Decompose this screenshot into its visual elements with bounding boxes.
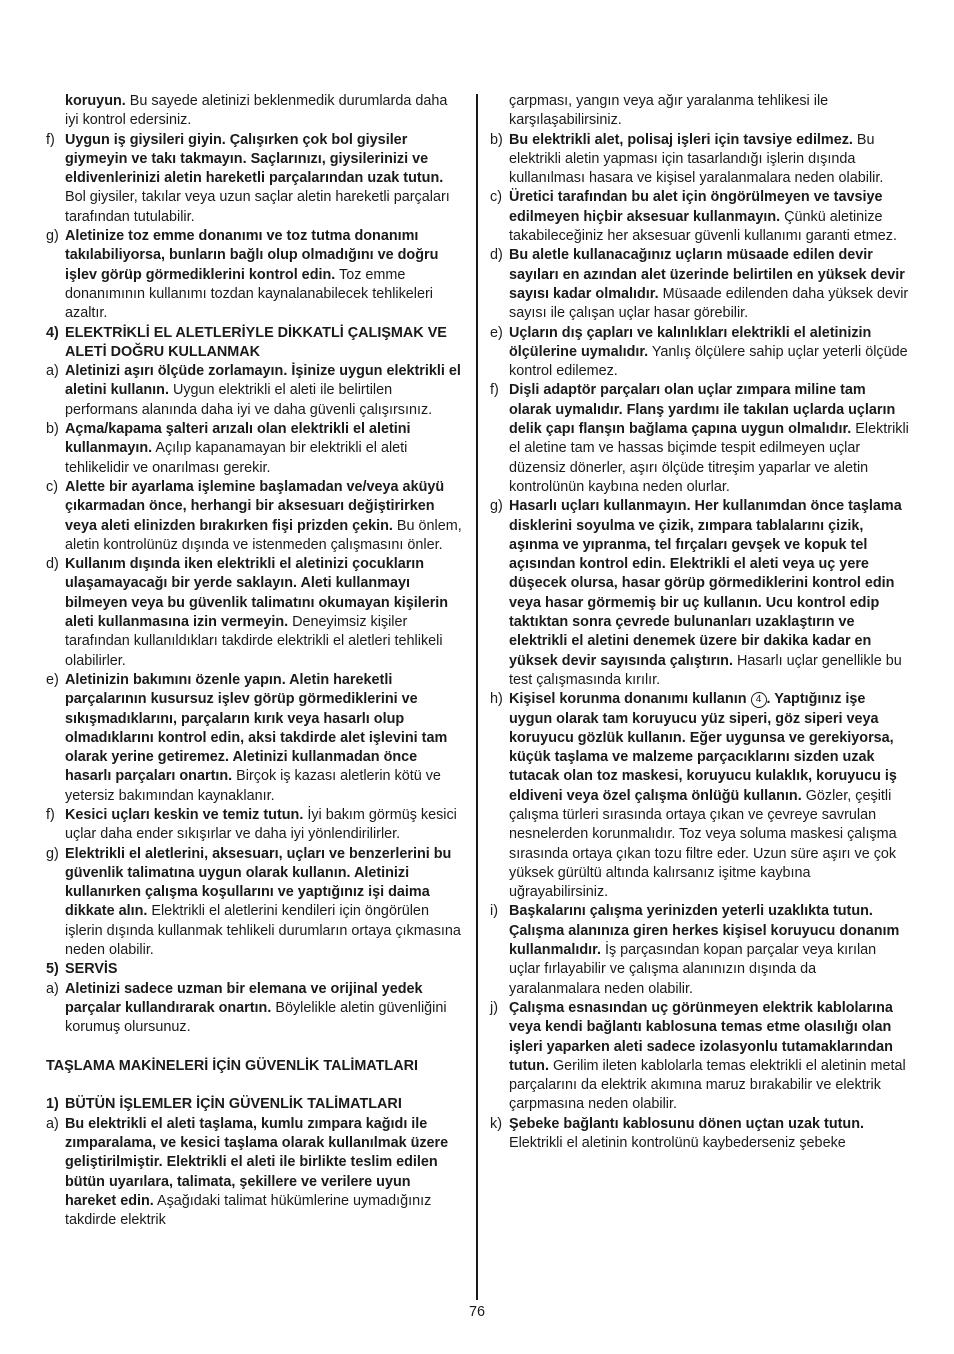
list-item: g) Aletinize toz emme donanımı ve toz tutma donanımı takılabiliyorsa, bunların bağlı olup olmadığını ve doğru işlev görüp görmediklerini kontrol edin. Toz emme donanımının kullanımı tozdan kaynalanabilecek tehlikeleri azaltır.	[46, 228, 439, 322]
list-item: j) Çalışma esnasından uç görünmeyen elektrik kablolarına veya kendi bağlantı kablosuna temas etme olasılığı olan işleri yaparken aleti sadece izolasyonlu tutamaklarından tutun. Gerilim ileten kablolarla temas elektrikli el aletinin metal parçalarını da elektrik akımına maruz bırakabilir ve elektrik çarpmasına neden olabilir.	[490, 999, 906, 1113]
list-item: d) Kullanım dışında iken elektrikli el aletinizi çocukların ulaşamayacağı bir yerde saklayın. Aleti kullanmayı bilmeyen veya bu güvenlik talimatını okumayan kişilerin aleti kullanmasına izin vermeyin. Deneyimsiz kişiler tarafından kullanıldıkları takdirde elektrikli el aletleri tehlikeli olabilirler.	[46, 556, 449, 669]
list-item: h) Kişisel korunma donanımı kullanın 4 . Yaptığınız işe uygun olarak tam koruyucu yüz siperi, göz siperi veya koruyucu gözlük kullanın. Eğer uygunsa ve gerekiyorsa, küçük taşlama ve malzeme parçacıklarını sizden uzak tutacak olan toz maskesi, koruyucu kulaklık, koruyucu iş eldiveni veya özel çalışma önlüğü kullanın. Gözler, çeşitli çalışma türleri sırasında ortaya çıkan ve çevreye savrulan nesnelerden korunmalıdır. Toz veya soluma maskesi çalışma sırasında ortaya çıkan tozu filtre eder. Uzun süre aşırı ve çok yüksek gürültü altında kalırsanız işitme kaybına uğrayabilirsiniz.	[490, 691, 897, 901]
continued-paragraph: çarpması, yangın veya ağır yaralanma tehlikesi ile karşılaşabilirsiniz.	[509, 93, 829, 129]
list-item: f) Uygun iş giysileri giyin. Çalışırken çok bol giysiler giymeyin ve takı takmayın. Saçlarınızı, giysilerinizi ve eldivenlerinizi aletin hareketli parçalarından uzak tutun. Bol giysiler, takılar veya uzun saçlar aletin hareketli parçaları tarafından tutulabilir.	[46, 131, 450, 225]
list-item: b) Açma/kapama şalteri arızalı olan elektrikli el aletini kullanmayın. Açılıp kapanamayan bir elektrikli el aleti tehlikelidir ve onarılması gerekir.	[46, 421, 411, 476]
list-item: a) Aletinizi sadece uzman bir elemana ve orijinal yedek parçalar kullandırarak onartın. Böylelikle aletin güvenliğini korumuş olursunuz.	[46, 980, 447, 1036]
figure-ref-icon: 4	[751, 692, 767, 708]
list-item: c) Alette bir ayarlama işlemine başlamadan ve/veya aküyü çıkarmadan önce, herhangi bir aksesuarı değiştirirken veya aleti elinizden bırakırken fişi prizden çekin. Bu önlem, aletin kontrolünüz dışında ve istenmeden çalışmasını önler.	[46, 478, 462, 553]
left-column	[46, 92, 464, 1231]
list-item: d) Bu aletle kullanacağınız uçların müsaade edilen devir sayıları en azından alet üzerinde belirtilen en yüksek devir sayısı kadar olmalıdır. Müsaade edilenden daha yüksek devir sayısı ile çalışan uçlar hasar görebilir.	[490, 247, 909, 322]
list-item: g) Hasarlı uçları kullanmayın. Her kullanımdan önce taşlama disklerini soyulma ve çizik, zımpara tablalarını çizik, aşınma ve yıpranma, tel fırçaları gevşek ve kopuk tel açısından kontrol edin. Elektrikli el aleti veya uç yere düşecek olursa, hasar görüp görmediklerini kontrol edin veya hasar görmemiş bir uç kullanın. Ucu kontrol edip taktıktan sonra çevrede bulunanları uzaklaştırın ve elektrikli el aletini denemek üzere bir dakika kadar en yüksek devir sayısında çalıştırın. Hasarlı uçlar genellikle bu test çalışmasında kırılır.	[490, 498, 902, 688]
list-item: b) Bu elektrikli alet, polisaj işleri için tavsiye edilmez. Bu elektrikli aletin yapması için tasarlandığı işlerin dışında kullanılması hasara ve kişisel yaralanmalara neden olabilir.	[490, 131, 884, 187]
section-heading-1: 1) BÜTÜN İŞLEMLER İÇİN GÜVENLİK TALİMATLARI	[46, 1096, 402, 1113]
list-item: i) Başkalarını çalışma yerinizden yeterli uzaklıkta tutun. Çalışma alanınıza giren herkes kişisel koruyucu donanım kullanmalıdır. İş parçasından kopan parçalar veya kırılan uçlar fırlayabilir ve çalışma alanınızın dışında da yaralanmalara neden olabilir.	[490, 903, 900, 997]
right-column	[490, 92, 911, 1153]
list-item: e) Aletinizin bakımını özenle yapın. Aletin hareketli parçalarının kusursuz işlev görüp görmediklerini ve sıkışmadıklarını, parçaların kırık veya hasarlı olup olmadıklarını kontrol edin, aksi takdirde alet işlevini tam olarak yerine getiremez. Aletinizi kullanmadan önce hasarlı parçaları onartın. Birçok iş kazası aletlerin kötü ve yetersiz bakımından kaynaklanır.	[46, 671, 448, 804]
list-item: c) Üretici tarafından bu alet için öngörülmeyen ve tavsiye edilmeyen hiçbir aksesuar kullanmayın. Çünkü aletinize takabileceğiniz her aksesuar güvenli kullanımı garanti etmez.	[490, 189, 897, 245]
list-item: a) Aletinizi aşırı ölçüde zorlamayın. İşinize uygun elektrikli el aletini kullanın. Uygun elektrikli el aleti ile belirtilen performans alanında daha iyi ve daha güvenli çalışırsınız.	[46, 363, 461, 418]
section-heading-4: 4) ELEKTRİKLİ EL ALETLERİYLE DİKKATLİ ÇALIŞMAK VE ALETİ DOĞRU KULLANMAK	[46, 324, 447, 360]
list-item: e) Uçların dış çapları ve kalınlıkları elektrikli el aletinizin ölçülerine uymalıdır. Yanlış ölçülere sahip uçlar yeterli ölçüde kontrol edilemez.	[490, 324, 908, 380]
list-item: g) Elektrikli el aletlerini, aksesuarı, uçları ve benzerlerini bu güvenlik talimatına uygun olarak kullanın. Aletinizi kullanırken çalışma koşullarını ve yaptığınız işi daima dikkate alın. Elektrikli el aletlerini kendileri için öngörülen işlerin dışında kullanmak tehlikeli durumların ortaya çıkmasına neden olabilir.	[46, 845, 461, 959]
section-heading-5: 5) SERVİS	[46, 961, 118, 978]
list-item: a) Bu elektrikli el aleti taşlama, kumlu zımpara kağıdı ile zımparalama, ve kesici taşlama olarak kullanılmak üzere geliştirilmiştir. Elektrikli el aleti ile birlikte teslim edilen bütün uyarılara, talimata, şekillere ve verilere uyun hareket edin. Aşağıdaki talimat hükümlerine uymadığınız takdirde elektrik	[46, 1115, 449, 1229]
page-number: 76	[468, 1304, 485, 1320]
list-item: k) Şebeke bağlantı kablosunu dönen uçtan uzak tutun. Elektrikli el aletinin kontrolünü kaybederseniz şebeke	[490, 1115, 865, 1152]
column-divider	[476, 94, 478, 1300]
main-heading: TAŞLAMA MAKİNELERİ İÇİN GÜVENLİK TALİMATLARI	[46, 1057, 418, 1074]
intro-paragraph: koruyun. Bu sayede aletinizi beklenmedik durumlarda daha iyi kontrol edersiniz.	[65, 93, 448, 129]
list-item: f) Dişli adaptör parçaları olan uçlar zımpara miline tam olarak uymalıdır. Flanş yardımı ile takılan uçlarda uçların delik çapı flanşın bağlama çapına uygun olmalıdır. Elektrikli el aletine tam ve hassas biçimde tespit edilmeyen uçlar düzensiz dönerler, aşırı ölçüde titreşim yaparlar ve aletin kontrolünün kaybına neden olurlar.	[490, 382, 909, 495]
list-item: f) Kesici uçları keskin ve temiz tutun. İyi bakım görmüş kesici uçlar daha ender sıkışırlar ve daha iyi yönlendirilirler.	[46, 806, 457, 843]
